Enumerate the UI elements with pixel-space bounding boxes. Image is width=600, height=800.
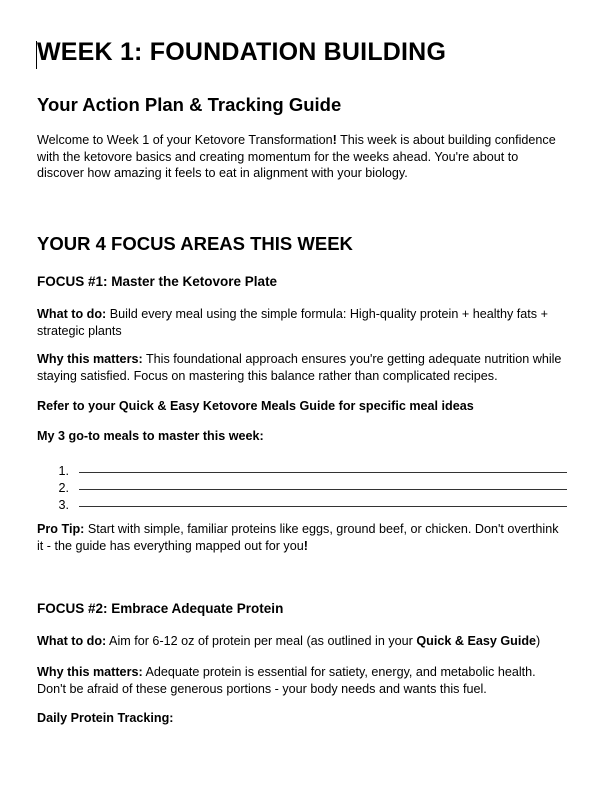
intro-rest: This week is about building confidence with the ketovore basics and creating momentum for the weeks ahead. You're about to discover how amazing it feels to eat in alignment with your biology. [37,133,556,180]
focus2-what-label: What to do: [37,634,107,648]
blank-line[interactable] [79,506,567,507]
focus2-why-text: Adequate protein is essential for satiety, energy, and metabolic health. Don't be afraid of these generous portions - your body needs and wants this fuel. [37,665,536,696]
focus1-why [37,351,567,384]
focus1-refer [37,398,567,415]
blank-number: 3. [58,498,69,512]
focus2-heading: FOCUS #2: Embrace Adequate Protein [37,601,284,616]
focus1-meals-label [37,428,567,445]
focus1-tip-text: Start with simple, familiar proteins like eggs, ground beef, or chicken. Don't overthink it - the guide has everything mapped out for you [37,522,559,553]
focus1-what-label: What to do: [37,307,107,321]
focus2-tracking-label [37,710,567,727]
page-title: WEEK 1: FOUNDATION BUILDING [37,38,447,66]
focus1-tip-label: Pro Tip: [37,522,85,536]
focus2-what-bold: Quick & Easy Guide [416,634,537,648]
meal-blank-row[interactable] [37,478,567,495]
focus2-tracking-label-text: Daily Protein Tracking: [37,711,174,725]
focus1-why-text: This foundational approach ensures you're getting adequate nutrition while staying satisfied. Focus on mastering this balance rather than complicated recipes. [37,352,562,383]
focus1-heading: FOCUS #1: Master the Ketovore Plate [37,274,278,289]
intro-prefix: Welcome to Week 1 of your Ketovore Transformation [37,133,333,147]
page-subtitle: Your Action Plan & Tracking Guide [37,94,342,115]
meal-blank-row[interactable] [37,495,567,512]
blank-line[interactable] [79,472,567,473]
focus1-tip-exclamation: ! [303,538,308,553]
focus1-tip [37,521,567,554]
meal-blank-list [37,461,567,512]
intro-exclamation: ! [332,133,337,147]
focus2-what-end: ) [536,634,541,648]
focus2-why-label: Why this matters: [37,665,143,679]
intro-paragraph [37,132,567,182]
focus2-why [37,664,567,697]
focus2-what-text: Aim for 6-12 oz of protein per meal (as outlined in your [106,634,417,648]
focus1-why-label: Why this matters: [37,352,143,366]
focus1-what [37,306,567,339]
blank-line[interactable] [79,489,567,490]
focus1-refer-text: Refer to your Quick & Easy Ketovore Meals Guide for specific meal ideas [37,399,474,413]
focus1-what-text: Build every meal using the simple formula: High-quality protein + healthy fats + strategic plants [37,307,548,338]
meal-blank-row[interactable] [37,461,567,478]
blank-number: 1. [58,464,69,478]
blank-number: 2. [58,481,69,495]
section-heading: YOUR 4 FOCUS AREAS THIS WEEK [37,233,353,254]
focus1-meals-label-text: My 3 go-to meals to master this week: [37,429,264,443]
focus2-what [37,633,567,650]
